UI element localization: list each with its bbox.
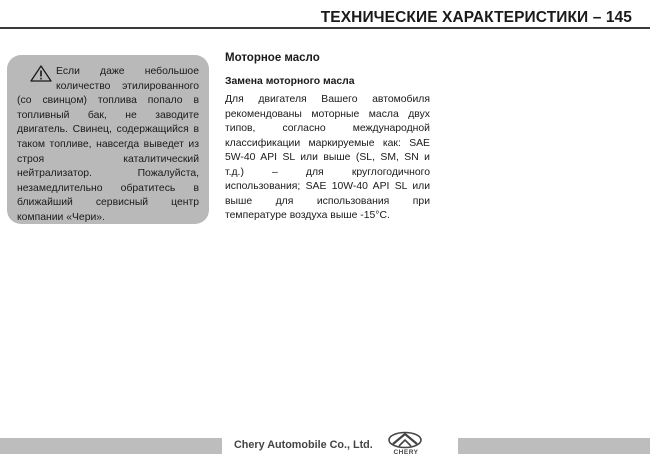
- section-title: Моторное масло: [225, 52, 320, 64]
- footer-bar-left: [0, 438, 222, 454]
- subsection-title: Замена моторного масла: [225, 76, 355, 87]
- warning-triangle-icon: [30, 65, 52, 82]
- header-divider: [0, 27, 650, 29]
- footer-company-name: Chery Automobile Co., Ltd.: [234, 439, 373, 451]
- warning-text: Если даже небольшое количество этилированного (со свинцом) топлива попало в топливный бак, не заводите двигатель. Свинец, содержащийся в таком топливе, навсегда выведет из строя каталитический нейтрализатор. Пожалуйста, незамедлительно обратитесь в ближайший сервисный центр компании «Чери».: [17, 66, 199, 223]
- page-title: ТЕХНИЧЕСКИЕ ХАРАКТЕРИСТИКИ – 145: [320, 9, 632, 26]
- content-column: [225, 51, 430, 224]
- chery-logo-icon: [387, 431, 423, 449]
- page-header: [0, 8, 650, 28]
- footer-bar-right: [458, 438, 650, 454]
- chery-logo: [381, 431, 431, 461]
- logo-wordmark: CHERY: [393, 449, 419, 456]
- body-paragraph: Для двигателя Вашего автомобиля рекомендованы моторные масла двух типов, согласно международной классификации маркируемые как: SAE 5W-40 API SL или выше (SL, SM, SN и т.д.) – для круглогодичного использования; SAE 10W-40 API SL или выше для использования при температуре воздуха выше -15°С.: [225, 94, 430, 221]
- warning-box: [7, 55, 209, 224]
